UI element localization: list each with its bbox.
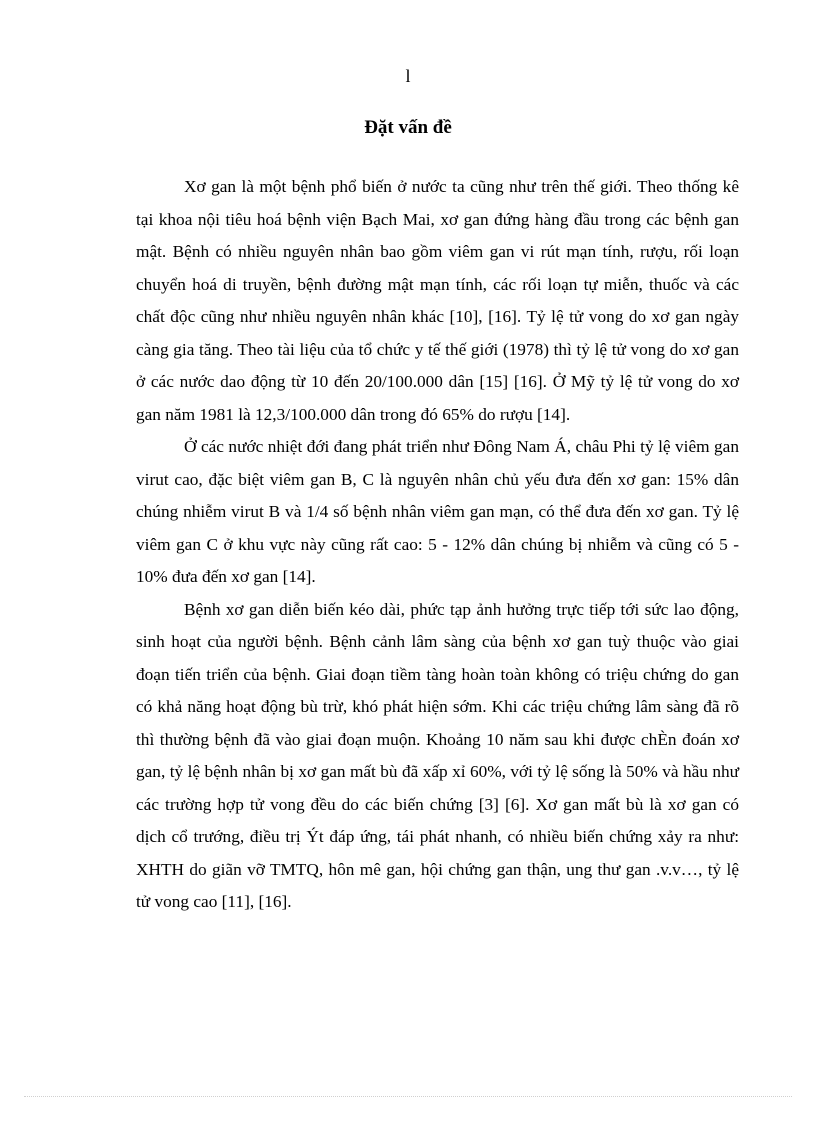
page-title: Đặt vấn đề: [364, 117, 452, 138]
page-bottom-divider: [24, 1096, 792, 1097]
paragraph-1: Xơ gan là một bệnh phổ biến ở nước ta cũng như trên thế giới. Theo thống kê tại khoa nội tiêu hoá bệnh viện Bạch Mai, xơ gan đứng hàng đầu trong các bệnh gan mật. Bệnh có nhiều nguyên nhân bao gồm viêm gan vi rút mạn tính, rượu, rối loạn chuyển hoá di truyền, bệnh đường mật mạn tính, các rối loạn tự miễn, thuốc và các chất độc cũng như nhiều nguyên nhân khác [10], [16]. Tỷ lệ tử vong do xơ gan ngày càng gia tăng. Theo tài liệu của tổ chức y tế thế giới (1978) thì tỷ lệ tử vong do xơ gan ở các nước dao động từ 10 đến 20/100.000 dân [15] [16]. Ở Mỹ tỷ lệ tử vong do xơ gan năm 1981 là 12,3/100.000 dân trong đó 65% do rượu [14].: [136, 177, 739, 424]
paragraph-2: Ở các nước nhiệt đới đang phát triển như Đông Nam Á, châu Phi tỷ lệ viêm gan virut cao, đặc biệt viêm gan B, C là nguyên nhân chủ yếu đưa đến xơ gan: 15% dân chúng nhiễm virut B và 1/4 số bệnh nhân viêm gan mạn, có thể đưa đến xơ gan. Tỷ lệ viêm gan C ở khu vực này cũng rất cao: 5 - 12% dân chúng bị nhiễm và cũng có 5 - 10% đưa đến xơ gan [14].: [136, 437, 739, 586]
page-number: l: [405, 66, 411, 86]
document-body: [136, 171, 739, 919]
paragraph-3: Bệnh xơ gan diễn biến kéo dài, phức tạp ảnh hưởng trực tiếp tới sức lao động, sinh hoạt của người bệnh. Bệnh cảnh lâm sàng của bệnh xơ gan tuỳ thuộc vào giai đoạn tiến triển của bệnh. Giai đoạn tiềm tàng hoàn toàn không có triệu chứng do gan có khả năng hoạt động bù trừ, khó phát hiện sớm. Khi các triệu chứng lâm sàng đã rõ thì thường bệnh đã vào giai đoạn muộn. Khoảng 10 năm sau khi được chÈn đoán xơ gan, tỷ lệ bệnh nhân bị xơ gan mất bù đã xấp xỉ 60%, với tỷ lệ sống là 50% và hầu như các trường hợp tử vong đều do các biến chứng [3] [6]. Xơ gan mất bù là xơ gan có dịch cổ trướng, điều trị Ýt đáp ứng, tái phát nhanh, có nhiều biến chứng xảy ra như: XHTH do giãn vỡ TMTQ, hôn mê gan, hội chứng gan thận, ung thư gan .v.v…, tỷ lệ tử vong cao [11], [16].: [136, 599, 739, 911]
